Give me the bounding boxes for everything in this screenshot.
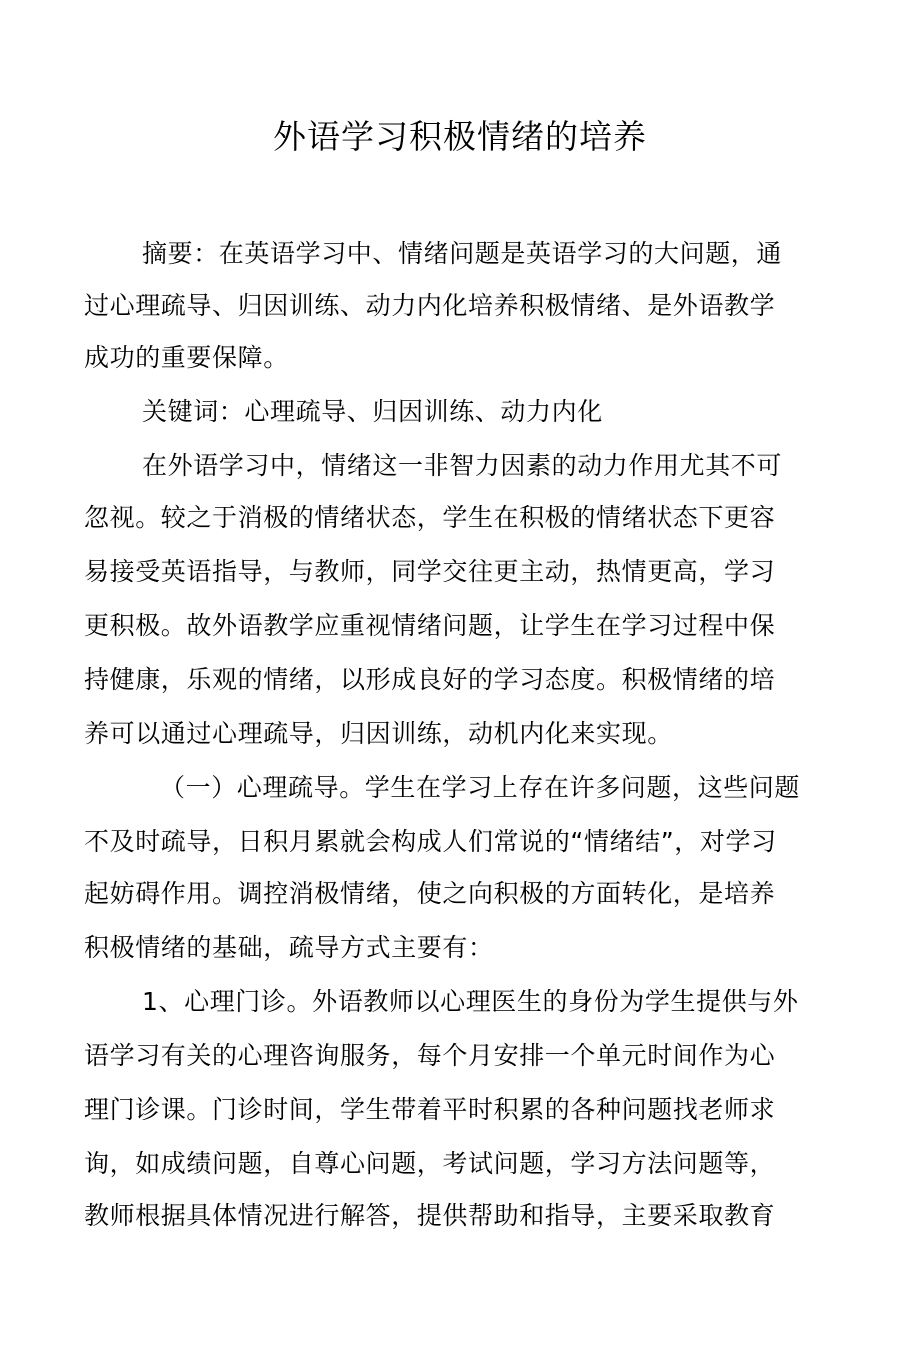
paragraph-line: 易接受英语指导，与教师，同学交往更主动，热情更高，学习 <box>84 557 776 586</box>
paragraph-line: 更积极。故外语教学应重视情绪问题，让学生在学习过程中保 <box>84 611 776 640</box>
paragraph-line: 养可以通过心理疏导，归因训练，动机内化来实现。 <box>84 719 673 748</box>
paragraph-line: 在外语学习中，情绪这一非智力因素的动力作用尤其不可 <box>142 451 783 480</box>
paragraph-line: 起妨碍作用。调控消极情绪，使之向积极的方面转化，是培养 <box>84 879 776 908</box>
abstract-line-1: 摘要：在英语学习中、情绪问题是英语学习的大问题，通 <box>142 239 783 268</box>
paragraph-line: 积极情绪的基础，疏导方式主要有： <box>84 933 494 962</box>
keywords-line: 关键词：心理疏导、归因训练、动力内化 <box>142 397 603 426</box>
paragraph-line: 持健康，乐观的情绪，以形成良好的学习态度。积极情绪的培 <box>84 665 776 694</box>
section-heading-line: （一）心理疏导。学生在学习上存在许多问题，这些问题 <box>160 773 801 802</box>
document-title: 外语学习积极情绪的培养 <box>273 117 647 156</box>
paragraph-line: 不及时疏导，日积月累就会构成人们常说的“情绪结”，对学习 <box>84 827 777 856</box>
paragraph-line: 询，如成绩问题，自尊心问题，考试问题，学习方法问题等， <box>84 1149 776 1178</box>
paragraph-line: 忽视。较之于消极的情绪状态，学生在积极的情绪状态下更容 <box>84 503 776 532</box>
list-item-line: 1、心理门诊。外语教师以心理医生的身份为学生提供与外 <box>142 987 799 1016</box>
paragraph-line: 语学习有关的心理咨询服务，每个月安排一个单元时间作为心 <box>84 1041 776 1070</box>
paragraph-line: 教师根据具体情况进行解答，提供帮助和指导，主要采取教育 <box>84 1201 776 1230</box>
paragraph-line: 理门诊课。门诊时间，学生带着平时积累的各种问题找老师求 <box>84 1095 776 1124</box>
abstract-line-2: 过心理疏导、归因训练、动力内化培养积极情绪、是外语教学 <box>84 291 776 320</box>
abstract-line-3: 成功的重要保障。 <box>84 343 289 372</box>
